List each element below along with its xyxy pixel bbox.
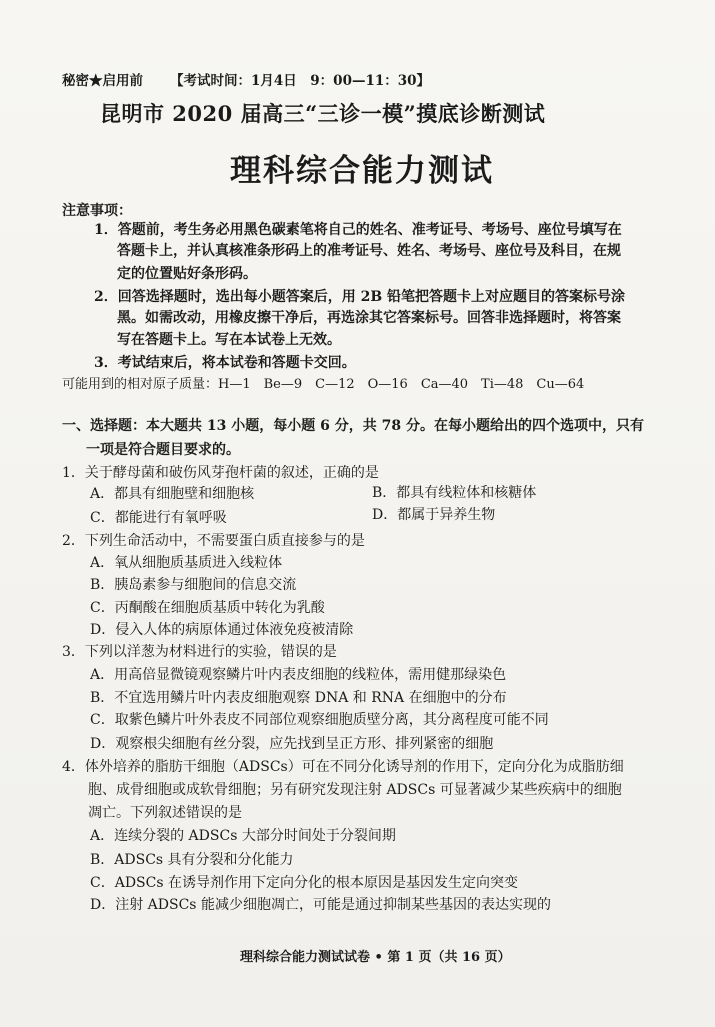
exam-title-line1: 昆明市 2020 届高三“三诊一模”摸底诊断测试 [100,101,546,126]
question-1-option-a: A．都具有细胞壁和细胞核 [90,486,255,502]
question-4-stem-cont: 胞、成骨细胞或成软骨细胞；另有研究发现注射 ADSCs 可显著减少某些疾病中的细胞 [88,782,622,798]
question-3-option-a: A．用高倍显微镜观察鳞片叶内表皮细胞的线粒体，需用健那绿染色 [90,667,507,683]
question-3-option-c: C．取紫色鳞片叶外表皮不同部位观察细胞质壁分离，其分离程度可能不同 [90,712,549,728]
section-heading: 一、选择题：本大题共 13 小题，每小题 6 分，共 78 分。在每小题给出的四个选项中，只有 [62,418,644,434]
section-heading-cont: 一项是符合题目要求的。 [86,442,240,458]
notice-line: 定的位置贴好条形码。 [117,266,257,282]
question-2-option-b: B．胰岛素参与细胞间的信息交流 [90,577,297,593]
notice-line: 3．考试结束后，将本试卷和答题卡交回。 [94,355,356,371]
page-footer: 理科综合能力测试试卷 • 第 1 页（共 16 页） [240,950,511,965]
question-4-option-b: B．ADSCs 具有分裂和分化能力 [90,852,294,868]
exam-title-line2: 理科综合能力测试 [230,153,494,189]
atomic-mass-line: 可能用到的相对原子质量：H—1 Be—9 C—12 O—16 Ca—40 Ti—48 Cu—64 [62,377,585,392]
question-2-option-a: A．氧从细胞质基质进入线粒体 [90,555,283,571]
question-2-option-c: C．丙酮酸在细胞质基质中转化为乳酸 [90,600,325,616]
question-4-stem-cont: 凋亡。下列叙述错误的是 [88,805,242,821]
question-4-stem: 4．体外培养的脂肪干细胞（ADSCs）可在不同分化诱导剂的作用下，定向分化为成脂肪细 [62,759,624,775]
question-2-stem: 2．下列生命活动中，不需要蛋白质直接参与的是 [62,533,365,549]
question-2-option-d: D．侵入人体的病原体通过体液免疫被清除 [90,622,354,638]
notice-heading: 注意事项： [62,203,132,219]
question-4-option-a: A．连续分裂的 ADSCs 大部分时间处于分裂间期 [90,828,396,844]
question-4-option-c: C．ADSCs 在诱导剂作用下定向分化的根本原因是基因发生定向突变 [90,875,518,891]
notice-line: 1．答题前，考生务必用黑色碳素笔将自己的姓名、准考证号、考场号、座位号填写在 [94,222,622,238]
question-1-option-d: D．都属于异养生物 [372,507,496,523]
exam-time: 【考试时间：1月4日 9：00—11：30】 [170,73,431,89]
notice-line: 2．回答选择题时，选出每小题答案后，用 2B 铅笔把答题卡上对应题目的答案标号涂 [94,289,626,305]
notice-line: 答题卡上，并认真核准条形码上的准考证号、姓名、考场号、座位号及科目，在规 [117,243,621,259]
secret-label: 秘密★启用前 [62,73,143,89]
question-1-option-c: C．都能进行有氧呼吸 [90,510,227,526]
question-1-option-b: B．都具有线粒体和核糖体 [372,485,537,501]
question-3-option-b: B．不宜选用鳞片叶内表皮细胞观察 DNA 和 RNA 在细胞中的分布 [90,690,507,706]
notice-line: 黑。如需改动，用橡皮擦干净后，再选涂其它答案标号。回答非选择题时，将答案 [117,310,621,326]
question-3-option-d: D．观察根尖细胞有丝分裂，应先找到呈正方形、排列紧密的细胞 [90,736,494,752]
notice-line: 写在答题卡上。写在本试卷上无效。 [117,332,341,348]
question-3-stem: 3．下列以洋葱为材料进行的实验，错误的是 [62,644,337,660]
question-4-option-d: D．注射 ADSCs 能减少细胞凋亡，可能是通过抑制某些基因的表达实现的 [90,897,551,913]
question-1-stem: 1．关于酵母菌和破伤风芽孢杆菌的叙述，正确的是 [62,465,379,481]
